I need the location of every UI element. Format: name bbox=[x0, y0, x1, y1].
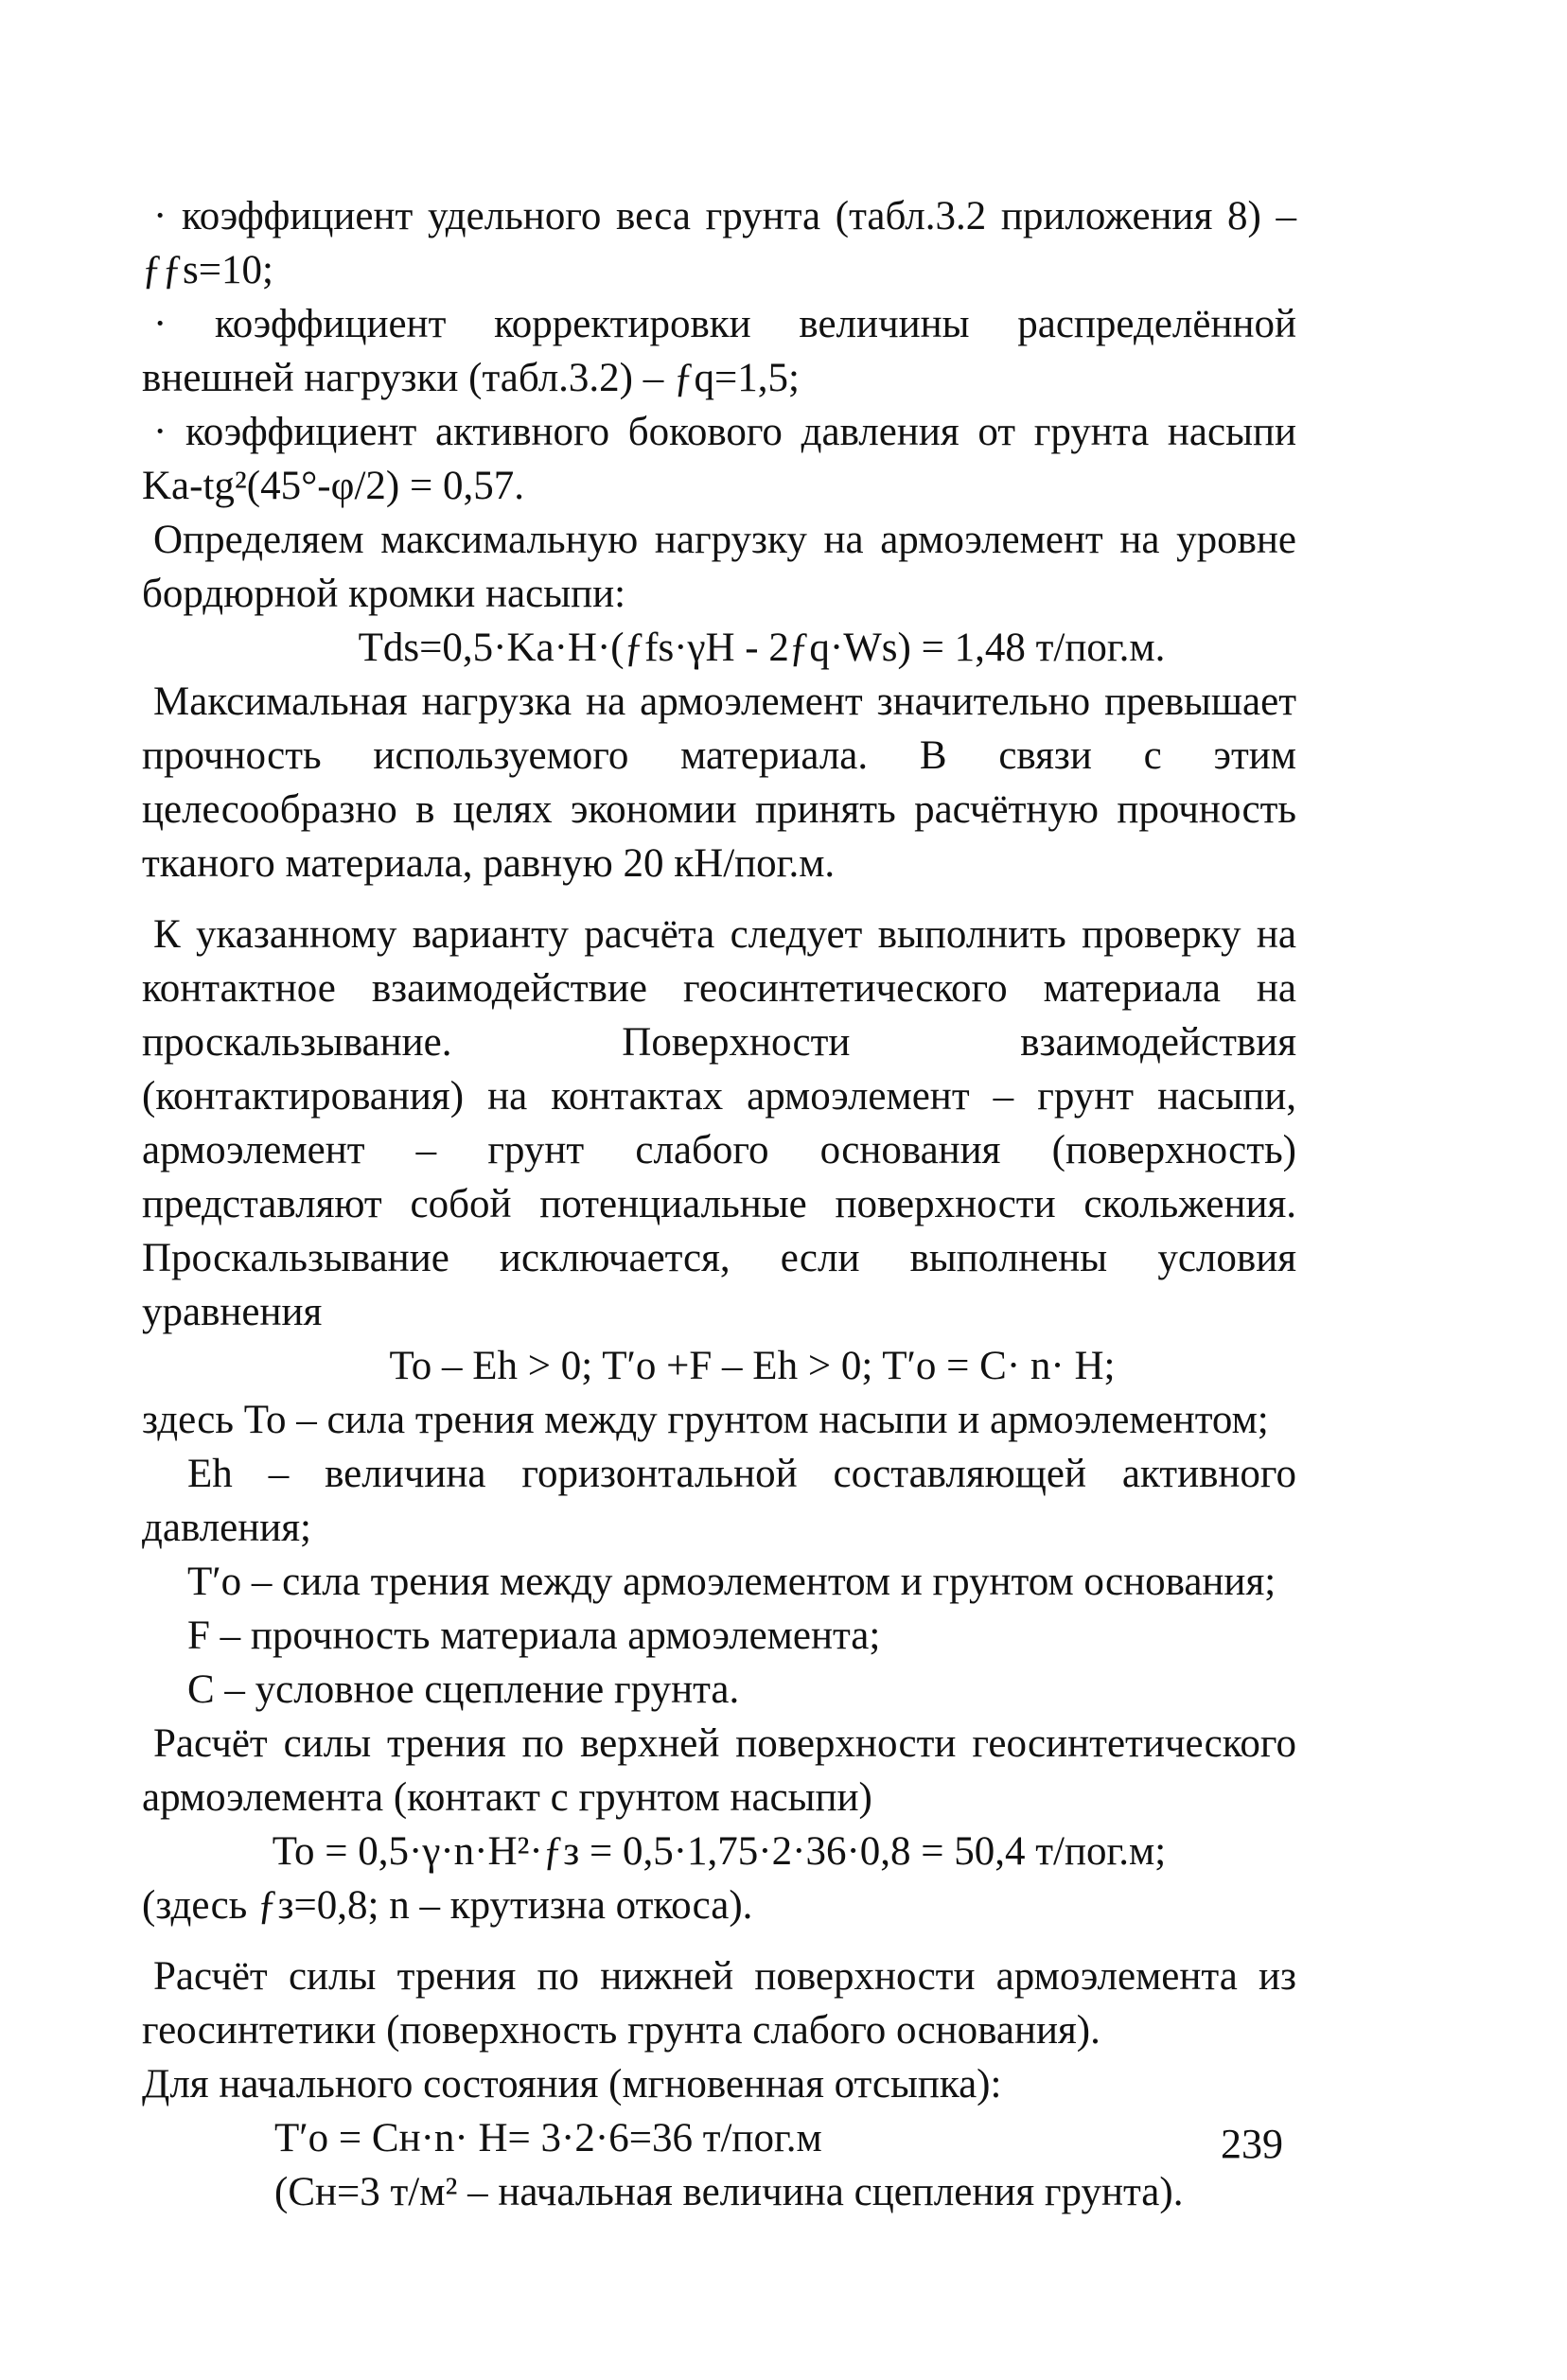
definition-friction-fill: здесь To – сила трения между грунтом насыпи и армоэлементом; bbox=[142, 1398, 1269, 1442]
paragraph-max-load: Определяем максимальную нагрузку на армоэлемент на уровне бордюрной кромки насыпи: bbox=[142, 518, 1296, 616]
paragraph-active-pressure-coefficient: · коэффициент активного бокового давления от грунта насыпи Ka-tg²(45°-φ/2) = 0,57. bbox=[142, 410, 1296, 508]
page-number: 239 bbox=[1221, 2121, 1283, 2167]
formula-max-load: Tds=0,5·Ka·H·(ƒfs·γH - 2ƒq·Ws) = 1,48 т/пог.м. bbox=[358, 626, 1166, 670]
paragraph-unit-weight-coefficient: · коэффициент удельного веса грунта (табл.3.2 приложения 8) – ƒƒs=10; bbox=[142, 194, 1296, 292]
paragraph-slip-check: К указанному варианту расчёта следует выполнить проверку на контактное взаимодействие геосинтетического материала на проскальзывание. Поверхности взаимодействия (контактирования) на контактах армоэлемент – грунт насыпи, армоэлемент – грунт слабого основания (поверхность) представляют собой потенциальные поверхности скольжения. Проскальзывание исключается, если выполнены условия уравнения bbox=[142, 912, 1296, 1334]
definition-material-strength: F – прочность материала армоэлемента; bbox=[187, 1613, 881, 1658]
paragraph-load-correction-coefficient: · коэффициент корректировки величины распределённой внешней нагрузки (табл.3.2) – ƒq=1,5; bbox=[142, 302, 1296, 400]
definition-horizontal-pressure: Eh – величина горизонтальной составляющей активного давления; bbox=[142, 1452, 1296, 1550]
paragraph-strength-comparison: Максимальная нагрузка на армоэлемент значительно превышает прочность используемого материала. В связи с этим целесообразно в целях экономии принять расчётную прочность тканого материала, равную 20 кН/пог.м. bbox=[142, 679, 1296, 886]
paragraph-upper-friction-note: (здесь ƒз=0,8; n – крутизна откоса). bbox=[142, 1883, 753, 1928]
paragraph-initial-state: Для начального состояния (мгновенная отсыпка): bbox=[142, 2062, 1002, 2107]
definition-cohesion: C – условное сцепление грунта. bbox=[187, 1667, 740, 1712]
formula-lower-friction: T′o = Cн·n· H= 3·2·6=36 т/пог.м bbox=[274, 2116, 822, 2160]
paragraph-lower-friction: Расчёт силы трения по нижней поверхности армоэлемента из геосинтетики (поверхность грунта слабого основания). bbox=[142, 1954, 1296, 2053]
formula-lower-friction-note: (Cн=3 т/м² – начальная величина сцепления грунта). bbox=[274, 2170, 1184, 2214]
definition-friction-base: T′o – сила трения между армоэлементом и грунтом основания; bbox=[187, 1560, 1276, 1604]
formula-slip-conditions: To – Eh > 0; T′o +F – Eh > 0; T′o = C· n· H; bbox=[389, 1344, 1116, 1388]
page-body bbox=[142, 189, 1296, 2219]
formula-upper-friction: To = 0,5·γ·n·H²·ƒз = 0,5·1,75·2·36·0,8 = 50,4 т/пог.м; bbox=[272, 1829, 1167, 1874]
paragraph-upper-friction: Расчёт силы трения по верхней поверхности геосинтетического армоэлемента (контакт с грунтом насыпи) bbox=[142, 1721, 1296, 1820]
